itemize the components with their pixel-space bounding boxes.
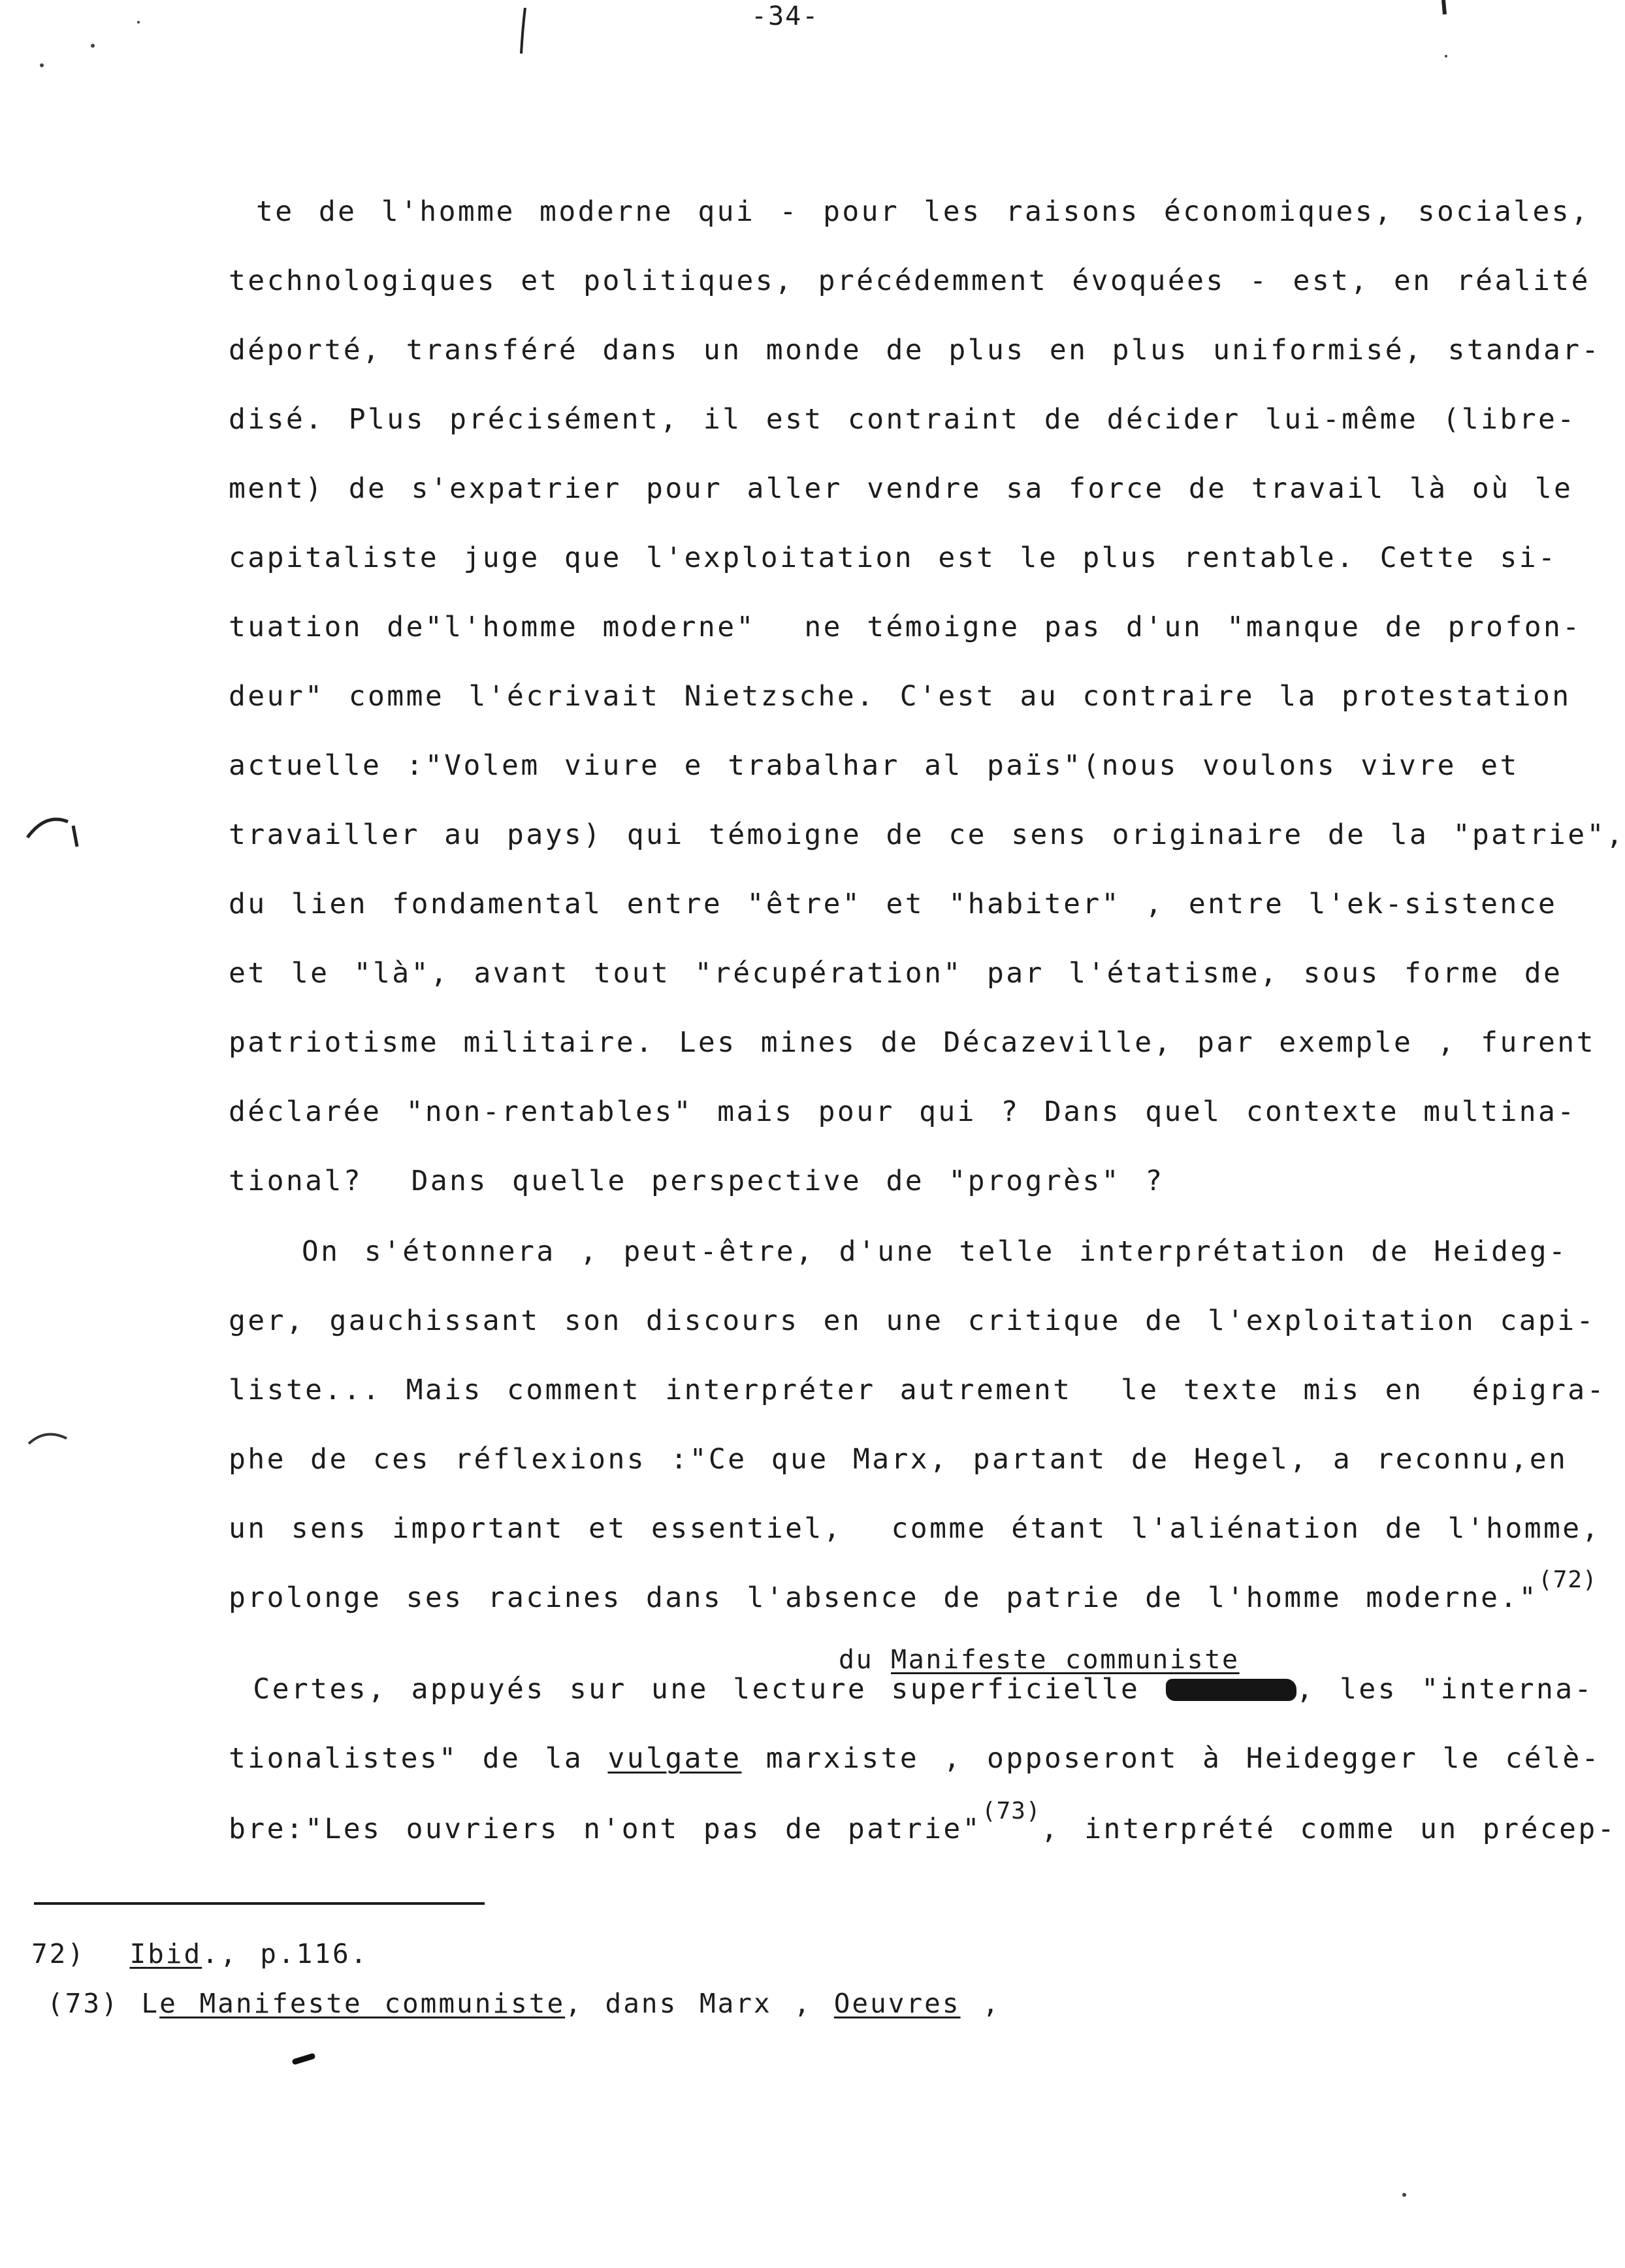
footnote-number: (73) L xyxy=(47,1988,160,2019)
margin-bracket-mark xyxy=(29,1434,67,1444)
speck xyxy=(137,21,140,24)
quote-end-text: prolonge ses racines dans l'absence de patrie de l'homme moderne." xyxy=(229,1581,1539,1614)
text-line: un sens important et essentiel, comme étant l'aliénation de l'homme, xyxy=(229,1512,1601,1545)
oeuvres-title: Oeuvres xyxy=(833,1988,961,2019)
text-line: déclarée "non-rentables" mais pour qui ? Dans quel contexte multina- xyxy=(229,1095,1577,1128)
insertion-prefix: du xyxy=(839,1645,892,1675)
footnote-ref-72: (72) xyxy=(1538,1566,1598,1593)
text-line: disé. Plus précisément, il est contraint de décider lui-même (libre- xyxy=(229,403,1577,436)
text-line: phe de ces réflexions :"Ce que Marx, partant de Hegel, a reconnu,en xyxy=(229,1443,1568,1476)
text-line: du lien fondamental entre "être" et "habiter" , entre l'ek-sistence xyxy=(229,888,1558,920)
certes-text-end: , les "interna- xyxy=(1296,1673,1594,1706)
last-line-end: , interprété comme un précep- xyxy=(1040,1813,1617,1845)
vulgate-line-start: tionalistes" de la xyxy=(229,1742,608,1775)
footnote-text: ., p.116. xyxy=(202,1938,369,1969)
text-line: et le "là", avant tout "récupération" par l'étatisme, sous forme de xyxy=(229,957,1563,990)
footnote-text-end: , xyxy=(960,1988,1001,2019)
text-line: déporté, transféré dans un monde de plus en plus uniformisé, standar- xyxy=(229,334,1601,366)
vulgate-word: vulgate xyxy=(607,1742,742,1775)
ibid-text: Ibid xyxy=(129,1938,202,1969)
text-line: On s'étonnera , peut-être, d'une telle interprétation de Heideg- xyxy=(229,1235,1568,1268)
footnote-ref-73: (73) xyxy=(981,1798,1041,1824)
ink-blot xyxy=(295,2056,312,2062)
text-line: tuation de"l'homme moderne" ne témoigne pas d'un "manque de profon- xyxy=(229,611,1582,643)
manifeste-title: e Manifeste communiste xyxy=(159,1988,566,2019)
vulgate-line-end: marxiste , opposeront à Heidegger le célè- xyxy=(741,1742,1601,1775)
text-line: tional? Dans quelle perspective de "progrès" ? xyxy=(229,1165,1165,1197)
text-line: liste... Mais comment interpréter autrement le texte mis en épigra- xyxy=(229,1374,1606,1406)
text-line: technologiques et politiques, précédemment évoquées - est, en réalité xyxy=(229,265,1590,297)
footnote-number: 72) xyxy=(31,1938,86,1969)
speck xyxy=(1445,55,1447,57)
speck xyxy=(40,63,44,67)
text-line: te de l'homme moderne qui - pour les raisons économiques, sociales, xyxy=(256,195,1590,228)
pen-stroke-mark xyxy=(1443,0,1445,14)
last-line-start: bre:"Les ouvriers n'ont pas de patrie" xyxy=(229,1813,982,1845)
certes-text: Certes, appuyés sur une lecture superficielle xyxy=(229,1673,1165,1706)
footnote-text: , dans Marx , xyxy=(565,1988,834,2019)
text-line: capitaliste juge que l'exploitation est le plus rentable. Cette si- xyxy=(229,542,1558,574)
text-line: patriotisme militaire. Les mines de Décazeville, par exemple , furent xyxy=(229,1026,1596,1059)
text-line: actuelle :"Volem viure e trabalhar al païs"(nous voulons vivre et xyxy=(229,749,1519,782)
text-line: ger, gauchissant son discours en une critique de l'exploitation capi- xyxy=(229,1304,1596,1337)
insertion-title: Manifeste communiste xyxy=(891,1645,1240,1675)
pen-stroke-mark xyxy=(521,8,525,54)
text-line: deur" comme l'écrivait Nietzsche. C'est au contraire la protestation xyxy=(229,680,1571,713)
text-line: travailler au pays) qui témoigne de ce sens originaire de la "patrie", xyxy=(229,818,1625,851)
speck xyxy=(91,44,95,48)
margin-bracket-mark xyxy=(27,819,77,847)
page-number: -34- xyxy=(751,1,820,31)
text-line: ment) de s'expatrier pour aller vendre sa force de travail là où le xyxy=(229,472,1573,505)
speck xyxy=(1402,2193,1406,2197)
